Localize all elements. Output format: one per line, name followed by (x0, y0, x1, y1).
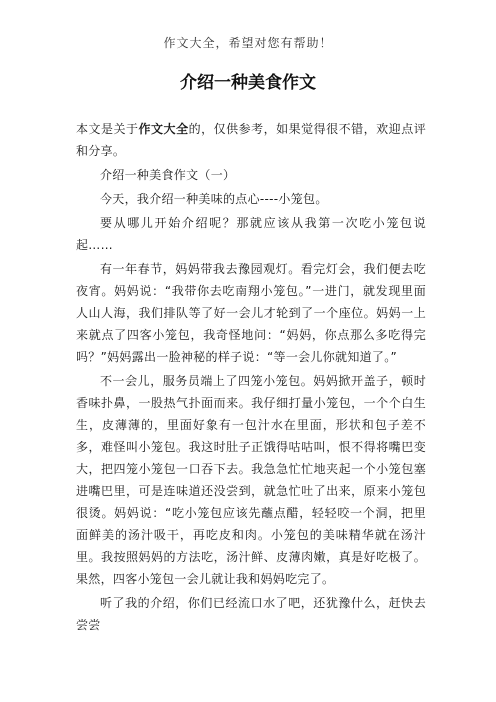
body-paragraph: 有一年春节，妈妈带我去豫园观灯。看完灯会，我们便去吃夜宵。妈妈说：“我带你去吃南翔小笼包。”一进门，就发现里面人山人海，我们排队等了好一会儿才轮到了一个座位。妈妈一上来就点了四客小笼包，我奇怪地问：“妈妈，你点那么多吃得完吗？”妈妈露出一脸神秘的样子说：“等一会儿你就知道了。” (76, 262, 426, 364)
intro-paragraph (76, 118, 426, 162)
intro-suffix: 的，仅供参考，如果觉得很不错，欢迎点评和分享。 (76, 122, 426, 158)
body-paragraph: 今天，我介绍一种美味的点心----小笼包。 (100, 192, 328, 206)
intro-prefix: 本文是关于 (76, 122, 139, 136)
body-paragraph: 听了我的介绍，你们已经流口水了吧，还犹豫什么，赶快去尝尝 (76, 596, 426, 632)
intro-bold-term: 作文大全 (138, 122, 189, 136)
document-title: 介绍一种美食作文 (180, 73, 316, 93)
body-paragraph: 不一会儿，服务员端上了四笼小笼包。妈妈掀开盖子，顿时香味扑鼻，一股热气扑面而来。我仔细打量小笼包，一个个白生生，皮薄薄的，里面好象有一包汁水在里面，形状和包子差不多，难怪叫小笼包。我这时肚子正饿得咕咕叫，恨不得将嘴巴变大，把四笼小笼包一口吞下去。我急急忙忙地夹起一个小笼包塞进嘴巴里，可是连味道还没尝到，就急忙吐了出来，原来小笼包很烫。妈妈说：“吃小笼包应该先蘸点醋，轻轻咬一个洞，把里面鲜美的汤汁吸干，再吃皮和肉。小笼包的美味精华就在汤汁里。我按照妈妈的方法吃，汤汁鲜、皮薄肉嫩，真是好吃极了。果然，四客小笼包一会儿就让我和妈妈吃完了。 (76, 374, 426, 586)
header-note: 作文大全，希望对您有帮助！ (163, 36, 333, 50)
body-paragraph: 要从哪儿开始介绍呢？那就应该从我第一次吃小笼包说起…… (76, 216, 426, 252)
section-heading: 介绍一种美食作文（一） (100, 168, 236, 182)
document-body (76, 118, 426, 638)
